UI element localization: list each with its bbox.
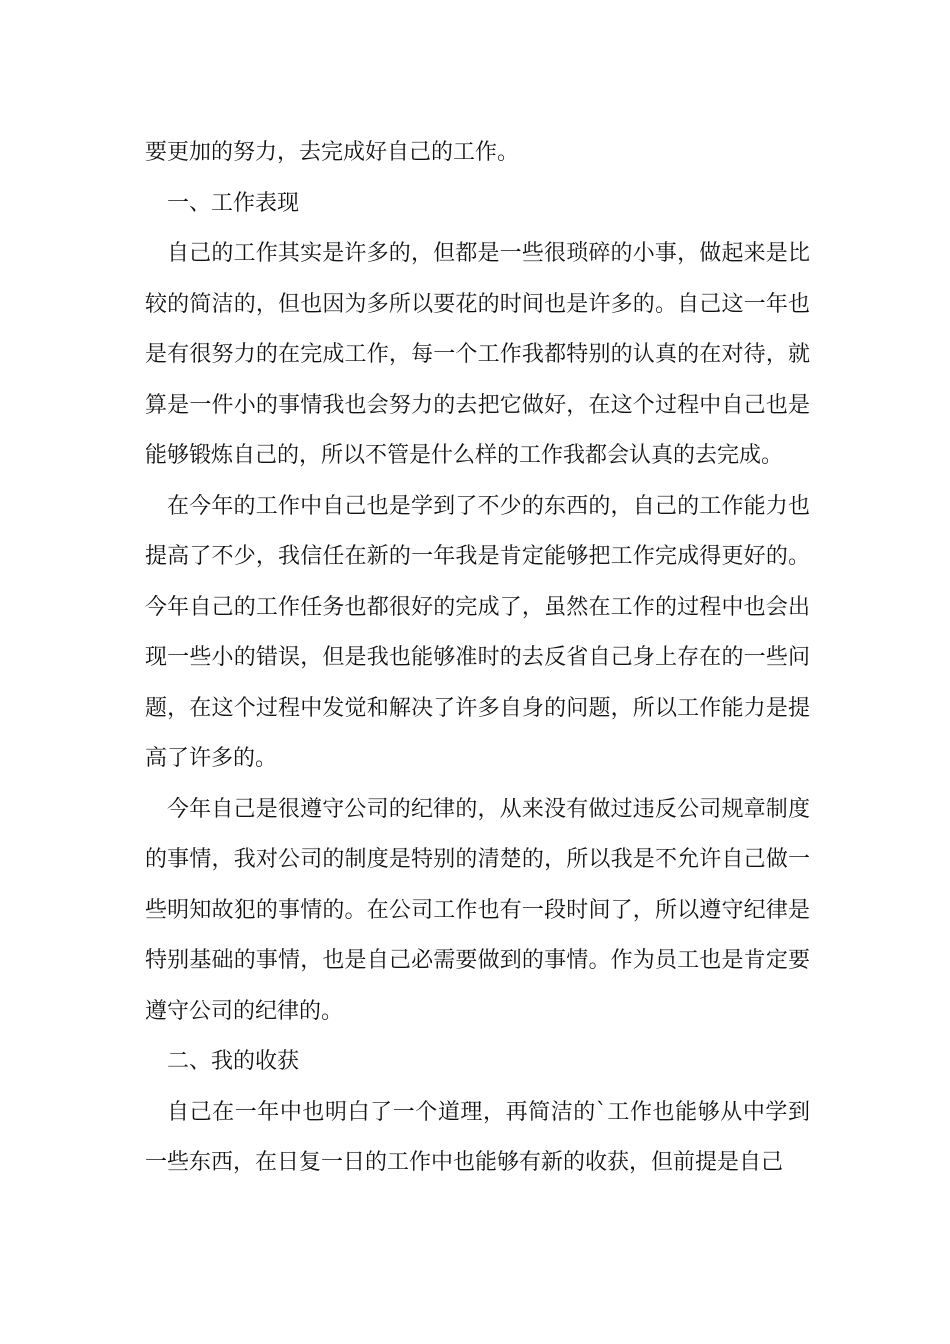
section-heading-work-performance: 一、工作表现 — [167, 190, 300, 216]
paragraph-gains: 自己在一年中也明白了一个道理，再简洁的`工作也能够从中学到一些东西，在日复一日的工作中也能够有新的收获，但前提是自己 — [145, 1099, 810, 1175]
paragraph-work-duties: 自己的工作其实是许多的，但都是一些很琐碎的小事，做起来是比较的简洁的，但也因为多所以要花的时间也是许多的。自己这一年也是有很努力的在完成工作，每一个工作我都特别的认真的在对待，就算是一件小的事情我也会努力的去把它做好，在这个过程中自己也是能够锻炼自己的，所以不管是什么样的工作我都会认真的去完成。 — [145, 241, 810, 468]
paragraph-continuation: 要更加的努力，去完成好自己的工作。 — [145, 140, 520, 165]
paragraph-discipline: 今年自己是很遵守公司的纪律的，从来没有做过违反公司规章制度的事情，我对公司的制度是特别的清楚的，所以我是不允许自己做一些明知故犯的事情的。在公司工作也有一段时间了，所以遵守纪律是特别基础的事情，也是自己必需要做到的事情。作为员工也是肯定要遵守公司的纪律的。 — [145, 796, 810, 1024]
section-heading-gains: 二、我的收获 — [167, 1049, 300, 1074]
paragraph-learning: 在今年的工作中自己也是学到了不少的东西的，自己的工作能力也提高了不少，我信任在新的一年我是肯定能够把工作完成得更好的。今年自己的工作任务也都很好的完成了，虽然在工作的过程中也会出现一些小的错误，但是我也能够准时的去反省自己身上存在的一些问题，在这个过程中发觉和解决了许多自身的问题，所以工作能力是提高了许多的。 — [145, 493, 810, 771]
document-body — [145, 128, 810, 1189]
